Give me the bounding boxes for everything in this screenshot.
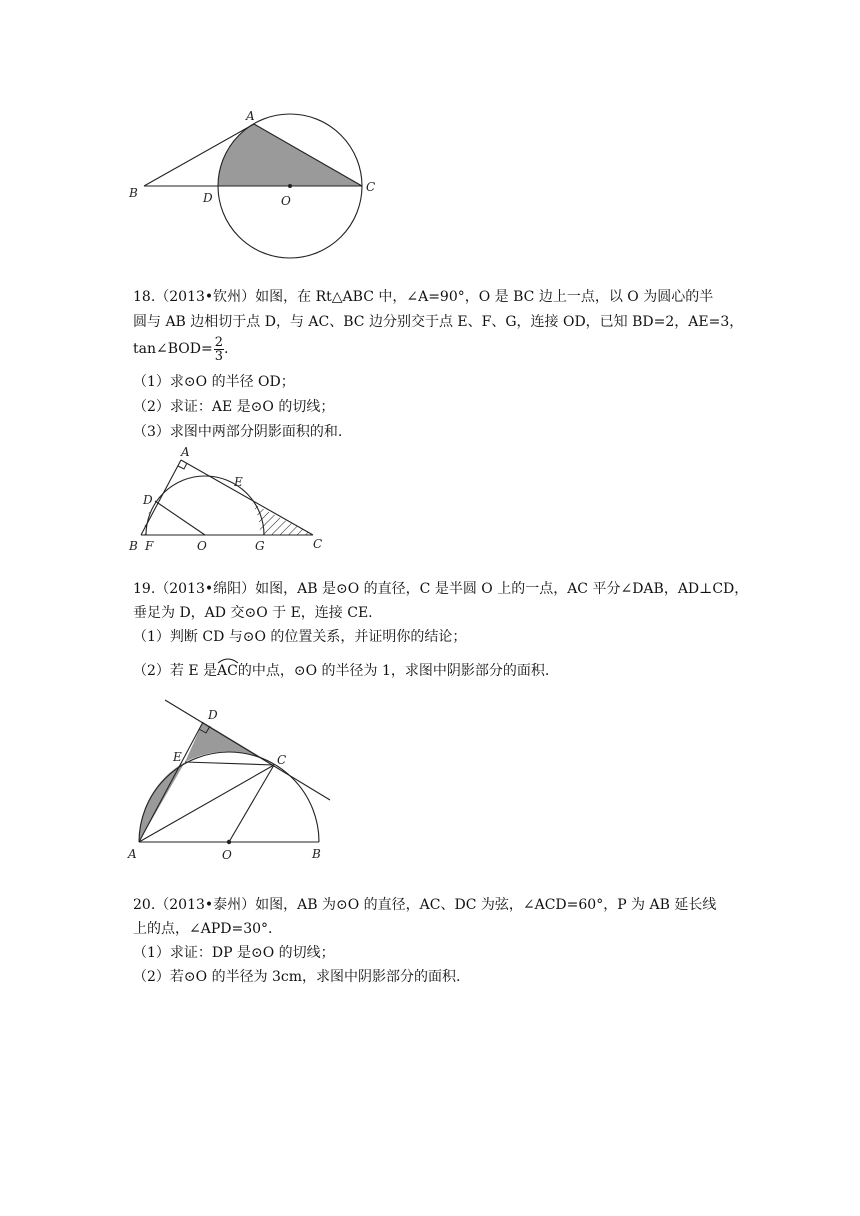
label-d-q17: D [203, 191, 213, 205]
semicircle-q18 [146, 476, 264, 535]
segment-ec-q19 [185, 762, 274, 765]
label-e-q18: E [234, 475, 243, 489]
q19-text-line2: 垂足为 D，AD 交⊙O 于 E，连接 CE. [133, 605, 373, 621]
q18-sub1: （1）求⊙O 的半径 OD； [133, 374, 295, 390]
label-f-q18: F [145, 539, 154, 553]
q19-sub2 [133, 662, 549, 680]
label-o-q17: O [281, 194, 291, 208]
q19-sub2-suffix: 的中点，⊙O 的半径为 1，求图中阴影部分的面积. [237, 663, 550, 679]
label-b-q17: B [129, 186, 138, 200]
semicircle-q19 [139, 752, 319, 842]
q20-text-line1: 20.（2013•泰州）如图，AB 为⊙O 的直径，AC、DC 为弦，∠ACD=60°，P 为 AB 延长线 [133, 897, 717, 913]
q19-sub2-prefix: （2）若 E 是 [133, 663, 218, 679]
q18-tan-suffix: . [223, 341, 229, 357]
q19-arc-ac [217, 662, 238, 680]
label-a-q18: A [181, 445, 190, 459]
label-c-q17: C [366, 180, 376, 194]
label-o-q18: O [197, 539, 207, 553]
q18-text-line3 [133, 334, 228, 364]
arc-over-icon [217, 656, 239, 664]
label-d-q19: D [208, 708, 218, 722]
q18-text-line2: 圆与 AB 边相切于点 D，与 AC、BC 边分别交于点 E、F、G，连接 OD，已知 BD=2，AE=3， [133, 314, 744, 330]
label-a-q17: A [246, 109, 255, 123]
label-o-q19: O [222, 848, 232, 862]
q20-sub2: （2）若⊙O 的半径为 3cm，求图中阴影部分的面积. [133, 969, 461, 985]
label-d-q18: D [143, 493, 153, 507]
q18-frac-num: 2 [214, 334, 223, 350]
label-b-q19: B [312, 847, 321, 861]
tangent-line-q19 [165, 700, 330, 800]
segment-ac-q18 [181, 460, 313, 535]
q18-tan-prefix: tan∠BOD= [133, 341, 213, 357]
segment-oc-q19 [229, 765, 274, 842]
figure-q17 [120, 100, 390, 265]
q20-sub1: （1）求证：DP 是⊙O 的切线； [133, 945, 335, 961]
q19-arc-ac-text: AC [217, 663, 238, 679]
q19-sub1: （1）判断 CD 与⊙O 的位置关系，并证明你的结论； [133, 629, 467, 645]
shaded-region-q17 [218, 124, 362, 186]
q19-text-line1: 19.（2013•绵阳）如图，AB 是⊙O 的直径，C 是半圆 O 上的一点，AC 平分∠DAB，AD⊥CD， [133, 581, 749, 597]
label-a-q19: A [128, 847, 137, 861]
label-e-q19: E [173, 750, 182, 764]
segment-od-q18 [155, 501, 205, 535]
q18-text-line1: 18.（2013•钦州）如图，在 Rt△ABC 中，∠A=90°，O 是 BC 边上一点，以 O 为圆心的半 [133, 289, 714, 305]
label-c-q19: C [277, 753, 287, 767]
q18-frac-den: 3 [214, 348, 223, 364]
center-dot-q17 [288, 184, 292, 188]
figure-q19 [125, 695, 340, 865]
center-dot-q19 [227, 840, 231, 844]
label-c-q18: C [313, 537, 323, 551]
q20-text-line2: 上的点，∠APD=30°. [133, 921, 273, 937]
label-g-q18: G [255, 539, 265, 553]
q18-sub2: （2）求证：AE 是⊙O 的切线； [133, 399, 335, 415]
q18-fraction [214, 336, 224, 363]
q18-sub3: （3）求图中两部分阴影面积的和. [133, 424, 343, 440]
figure-q18 [125, 440, 335, 555]
label-b-q18: B [129, 539, 138, 553]
